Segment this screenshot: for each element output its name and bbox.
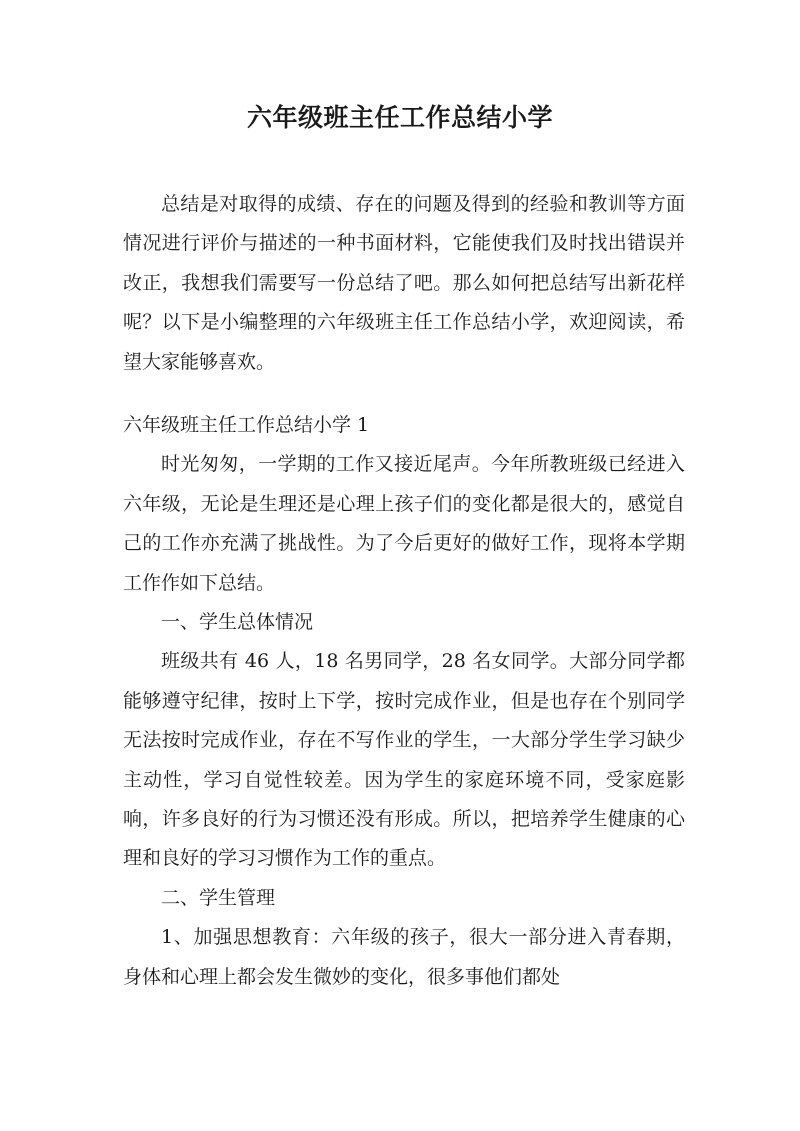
- paragraph-student-overview: 班级共有 46 人，18 名男同学，28 名女同学。大部分同学都能够遵守纪律，按时上下学，按时完成作业，但是也存在个别同学无法按时完成作业，存在不写作业的学生，一大部分学生学习缺少主动性，学习自觉性较差。因为学生的家庭环境不同，受家庭影响，许多良好的行为习惯还没有形成。所以，把培养学生健康的心理和良好的学习习惯作为工作的重点。: [123, 650, 685, 870]
- intro-paragraph: 总结是对取得的成绩、存在的问题及得到的经验和教训等方面情况进行评价与描述的一种书面材料，它能使我们及时找出错误并改正，我想我们需要写一份总结了吧。那么如何把总结写出新花样呢？以下是小编整理的六年级班主任工作总结小学，欢迎阅读，希望大家能够喜欢。: [123, 193, 685, 373]
- heading-student-management: 二、学生管理: [161, 886, 276, 909]
- heading-student-overview: 一、学生总体情况: [161, 611, 314, 634]
- paragraph-opening: 时光匆匆，一学期的工作又接近尾声。今年所教班级已经进入六年级，无论是生理还是心理上孩子们的变化都是很大的，感觉自己的工作亦充满了挑战性。为了今后更好的做好工作，现将本学期工作作如下总结。: [123, 453, 685, 594]
- document-title: 六年级班主任工作总结小学: [246, 103, 553, 132]
- section-1: [123, 406, 685, 997]
- section-title: 六年级班主任工作总结小学 1: [123, 414, 370, 436]
- paragraph-ideological-education: 1、加强思想教育：六年级的孩子，很大一部分进入青春期，身体和心理上都会发生微妙的变化，很多事他们都处: [123, 926, 685, 988]
